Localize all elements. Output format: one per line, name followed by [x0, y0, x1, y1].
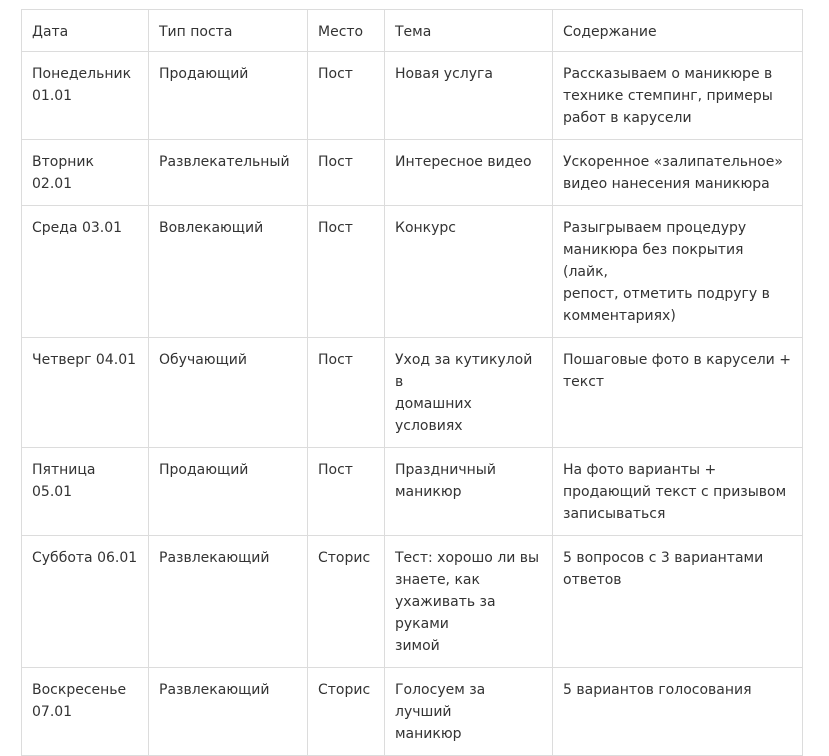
table-row	[22, 668, 803, 756]
cell-date: Воскресенье 07.01	[22, 668, 149, 756]
cell-topic: Уход за кутикулой в домашних условиях	[385, 338, 553, 448]
table-header-row	[22, 10, 803, 52]
cell-place: Пост	[308, 206, 385, 338]
cell-content: Разыгрываем процедуру маникюра без покрытия (лайк, репост, отметить подругу в комментариях)	[553, 206, 803, 338]
cell-content: Рассказываем о маникюре в технике стемпинг, примеры работ в карусели	[553, 52, 803, 140]
cell-topic: Конкурс	[385, 206, 553, 338]
cell-place: Пост	[308, 140, 385, 206]
cell-content: 5 вопросов с 3 вариантами ответов	[553, 536, 803, 668]
table-row	[22, 206, 803, 338]
cell-date: Четверг 04.01	[22, 338, 149, 448]
content-plan-table	[21, 9, 803, 756]
cell-date: Пятница 05.01	[22, 448, 149, 536]
table-row	[22, 536, 803, 668]
cell-date: Понедельник 01.01	[22, 52, 149, 140]
cell-content: 5 вариантов голосования	[553, 668, 803, 756]
cell-place: Пост	[308, 448, 385, 536]
cell-topic: Голосуем за лучший маникюр	[385, 668, 553, 756]
table-row	[22, 448, 803, 536]
table-row	[22, 338, 803, 448]
cell-date: Среда 03.01	[22, 206, 149, 338]
table-row	[22, 52, 803, 140]
header-content: Содержание	[553, 10, 803, 52]
cell-place: Пост	[308, 338, 385, 448]
cell-date: Суббота 06.01	[22, 536, 149, 668]
cell-post-type: Обучающий	[149, 338, 308, 448]
cell-post-type: Развлекательный	[149, 140, 308, 206]
table-row	[22, 140, 803, 206]
cell-content: Ускоренное «залипательное» видео нанесения маникюра	[553, 140, 803, 206]
header-date: Дата	[22, 10, 149, 52]
cell-topic: Праздничный маникюр	[385, 448, 553, 536]
header-post-type: Тип поста	[149, 10, 308, 52]
header-place: Место	[308, 10, 385, 52]
cell-post-type: Развлекающий	[149, 536, 308, 668]
cell-content: Пошаговые фото в карусели + текст	[553, 338, 803, 448]
cell-place: Сторис	[308, 536, 385, 668]
cell-topic: Новая услуга	[385, 52, 553, 140]
cell-place: Пост	[308, 52, 385, 140]
cell-topic: Интересное видео	[385, 140, 553, 206]
cell-place: Сторис	[308, 668, 385, 756]
cell-post-type: Развлекающий	[149, 668, 308, 756]
header-topic: Тема	[385, 10, 553, 52]
cell-post-type: Вовлекающий	[149, 206, 308, 338]
cell-post-type: Продающий	[149, 448, 308, 536]
cell-post-type: Продающий	[149, 52, 308, 140]
cell-topic: Тест: хорошо ли вы знаете, как ухаживать за руками зимой	[385, 536, 553, 668]
cell-date: Вторник 02.01	[22, 140, 149, 206]
cell-content: На фото варианты + продающий текст с призывом записываться	[553, 448, 803, 536]
